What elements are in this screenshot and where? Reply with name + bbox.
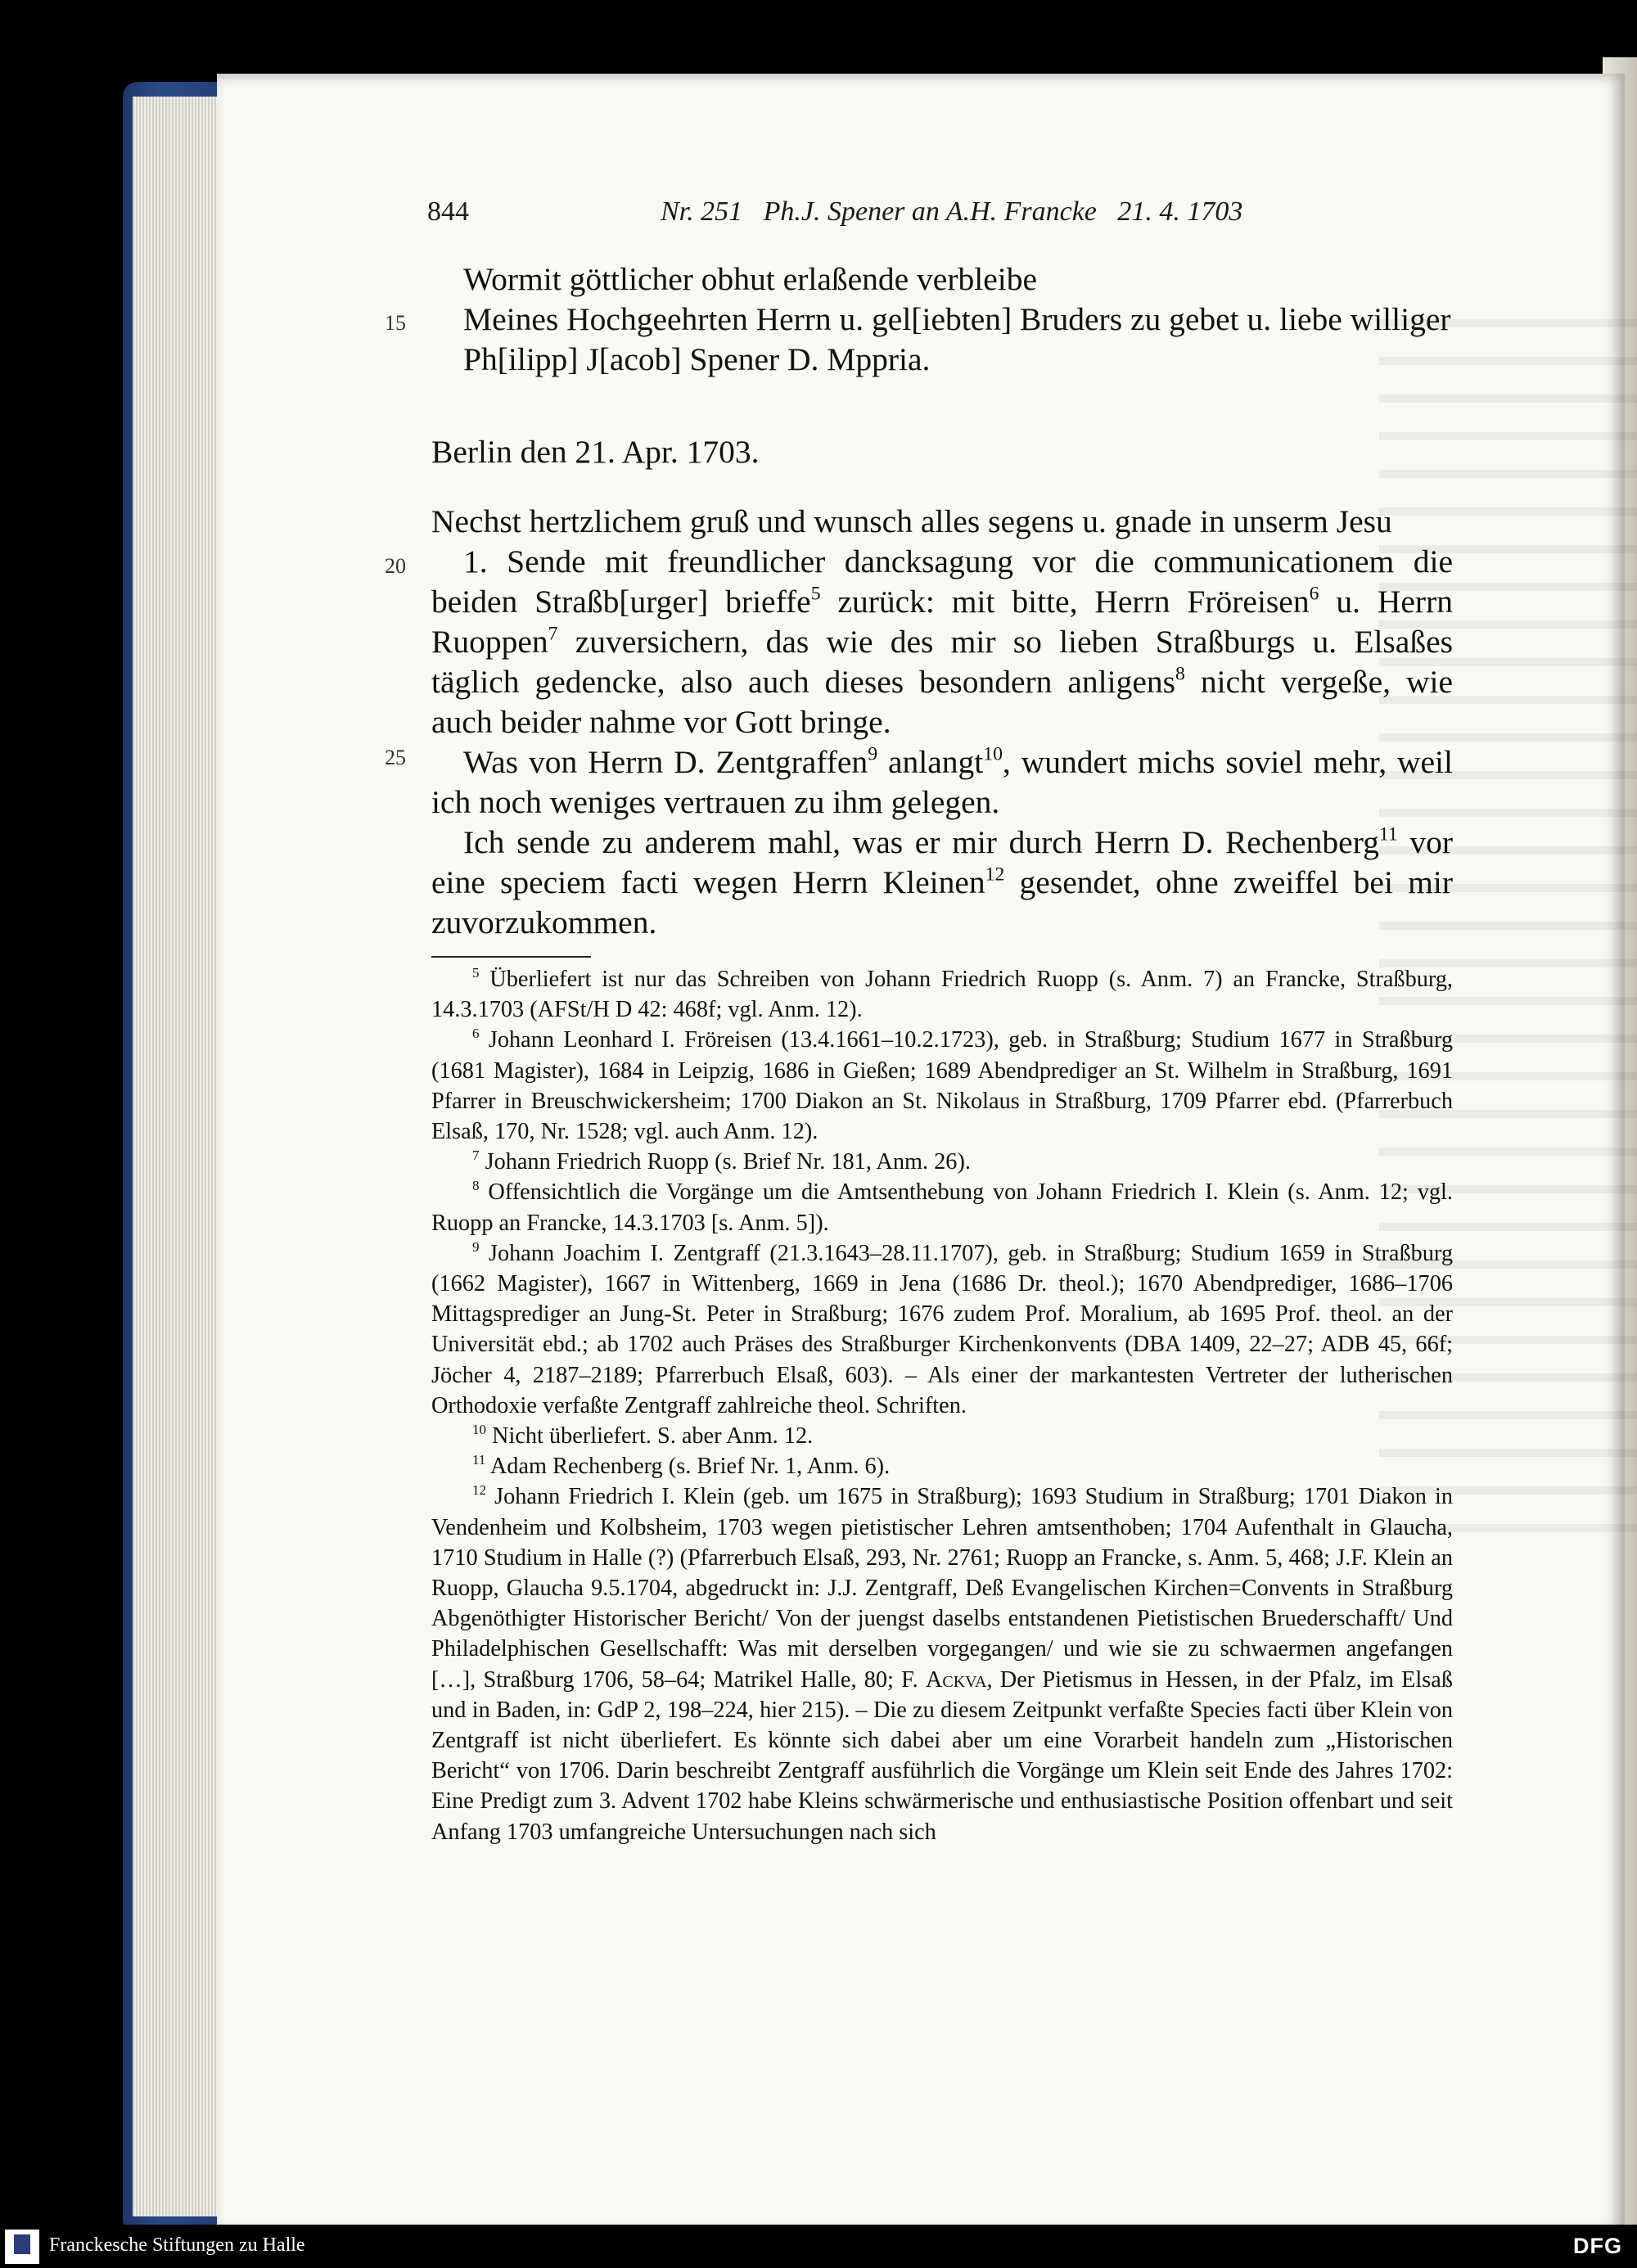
footnote: $^9$ Johann Joachim I. Zentgraff (21.3.1643–28.11.1707), geb. in Straßburg; Studium 1659 in Straßburg (1662 Magister), 1667 in Wittenberg, 1669 in Jena (1686 Dr. theol.); 1670 Abendprediger, 1686–1706 Mittagsprediger an Jung-St. Peter in Straßburg; 1676 zudem Prof. Moralium, ab 1695 Prof. theol. an der Universität ebd.; ab 1702 auch Präses des Straßburger Kirchenkonvents (DBA 1409, 22–27; ADB 45, 66f; Jöcher 4, 2187–2189; Pfarrerbuch Elsaß, 603). – Als einer der markantesten Vertreter der lutherischen Orthodoxie verfaßte Zentgraff zahlreiche theol. Schriften. [431, 1238, 1453, 1418]
page-edges [133, 97, 223, 2216]
date-line [431, 432, 1453, 472]
footnote: $^5$ Überliefert ist nur das Schreiben von Johann Friedrich Ruopp (s. Anm. 7) an Francke, Straßburg, 14.3.1703 (AFSt/H D 42: 468f; vgl. Anm. 12). [431, 964, 1454, 1023]
paragraph: Ich sende zu anderem mahl, was er mir durch Herrn D. Rechenberg$^{11}$ vor eine speciem facti wegen Herrn Kleinen$^{12}$ gesendet, ohne zweiffel bei mir zuvorzukommen. [431, 823, 1453, 940]
paragraph: Was von Herrn D. Zentgraffen$^9$ anlangt$^{10}$, wundert michs soviel mehr, weil ich noch weniges vertrauen zu ihm gelegen. [431, 743, 1453, 820]
footnote-ref: 10 [983, 743, 1003, 765]
closing-line: Meines Hochgeehrten Herrn u. gel[iebten] Bruders zu gebet u. liebe williger [463, 301, 1451, 337]
footer-bar [0, 2225, 1637, 2268]
footnote-ref: 11 [1378, 823, 1398, 845]
running-title: Nr. 251 Ph.J. Spener an A.H. Francke 21. 4. 1703 [661, 196, 1243, 227]
paragraph: 1. Sende mit freundlicher dancksagung vor die communicationem die beiden Straßb[urger] brieffe$^5$ zurück: mit bitte, Herrn Fröreisen$^6$ u. Herrn Ruoppen$^7$ zuversichern, das wie des mir so lieben Straßburgs u. Elsaßes täglich gedencke, also auch dieses besondern anligens$^8$ nicht vergeße, wie auch beider nahme vor Gott bringe. [431, 543, 1453, 740]
footnote: $^7$ Johann Friedrich Ruopp (s. Brief Nr. 181, Anm. 26). [472, 1148, 971, 1175]
foundation-logo-icon [5, 2230, 39, 2264]
footnote: $^{11}$ Adam Rechenberg (s. Brief Nr. 1, Anm. 6). [472, 1452, 891, 1480]
footnote-ref: 5 [810, 583, 821, 605]
footnote: $^6$ Johann Leonhard I. Fröreisen (13.4.1661–10.2.1723), geb. in Straßburg; Studium 1677 in Straßburg (1681 Magister), 1684 in Leipzig, 1686 in Gießen; 1689 Abendprediger an St. Wilhelm in Straßburg, 1691 Pfarrer in Breuschwickersheim; 1700 Diakon an St. Nikolaus in Straßburg, 1709 Pfarrer ebd. (Pfarrerbuch Elsaß, 170, Nr. 1528; vgl. auch Anm. 12). [431, 1026, 1453, 1145]
institution-name: Franckesche Stiftungen zu Halle [49, 2234, 305, 2256]
footnote-rule [431, 956, 591, 958]
footnote-ref: 9 [868, 743, 878, 765]
footnote: $^{10}$ Nicht überliefert. S. aber Anm. 12. [472, 1422, 814, 1450]
footnote: $^8$ Offensichtlich die Vorgänge um die Amtsenthebung von Johann Friedrich I. Klein (s. Anm. 12; vgl. Ruopp an Francke, 14.3.1703 [s. Anm. 5]). [431, 1178, 1453, 1236]
line-number: 15 [385, 311, 406, 335]
footnote: $^{12}$ Johann Friedrich I. Klein (geb. um 1675 in Straßburg); 1693 Studium in Straßburg; 1701 Diakon in Vendenheim und Kolbsheim, 1703 wegen pietistischer Lehren amtsenthoben; 1704 Aufenthalt in Glaucha, 1710 Studium in Halle (?) (Pfarrerbuch Elsaß, 293, Nr. 2761; Ruopp an Francke, s. Anm. 5, 468; J.F. Klein an Ruopp, Glaucha 9.5.1704, abgedruckt in: J.J. Zentgraff, Deß Evangelischen Kirchen=Convents in Straßburg Abgenöthigter Historischer Bericht/ Von der juengst daselbs entstandenen Pietistischen Bruederschafft/ Und Philadelphischen Gesellschafft: Was mit derselben vorgegangen/ und wie sie zu schwaermen angefangen […], Straßburg 1706, 58–64; Matrikel Halle, 80; F. Ackva, Der Pietismus in Hessen, in der Pfalz, im Elsaß und in Baden, in: GdP 2, 198–224, hier 215). – Die zu diesem Zeitpunkt verfaßte Species facti über Klein von Zentgraff ist nicht überliefert. Es könnte sich dabei aber um eine Vorarbeit handeln zum „Historischen Bericht“ von 1706. Darin beschreibt Zentgraff ausführlich die Vorgänge um Klein seit Ende des Jahres 1702: Eine Predigt zum 3. Advent 1702 habe Kleins schwärmerische und enthusiastische Position offenbart und seit Anfang 1703 umfangreiche Untersuchungen nach sich [431, 1482, 1453, 1845]
letter-closing [431, 259, 1453, 380]
footnote-ref: 8 [1175, 663, 1185, 685]
page-header [427, 196, 1243, 232]
line-number: 25 [385, 746, 406, 769]
footnote-ref: 7 [548, 623, 558, 645]
dfg-logo: DFG [1573, 2234, 1622, 2258]
footnotes [431, 964, 1453, 1847]
closing-line: Wormit göttlicher obhut erlaßende verbleibe [463, 261, 1037, 297]
footnote-ref: 6 [1309, 583, 1319, 605]
postscript [431, 502, 1453, 943]
line-number: 20 [385, 554, 406, 578]
page-number: 844 [427, 196, 469, 227]
greeting: Nechst hertzlichem gruß und wunsch alles segens u. gnade in unserm Jesu [431, 503, 1392, 539]
date-text: Berlin den 21. Apr. 1703. [431, 434, 760, 470]
signature-line: Ph[ilipp] J[acob] Spener D. Mppria. [463, 341, 931, 377]
footnote-ref: 12 [985, 863, 1005, 886]
